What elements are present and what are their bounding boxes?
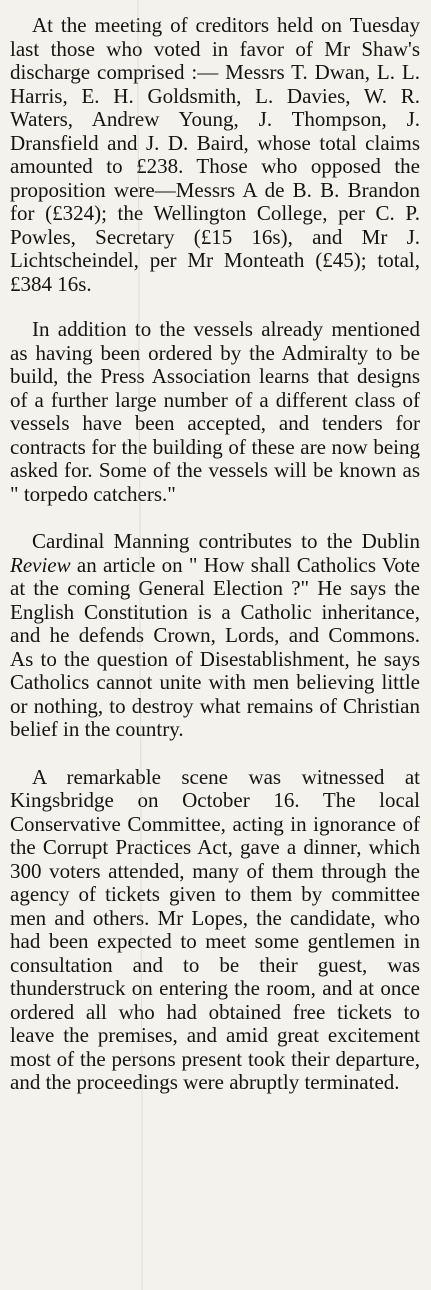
article-cardinal-manning: [10, 530, 420, 742]
article-admiralty-vessels: In addition to the vessels already mentioned as having been ordered by the Admiralty to be build, the Press Association learns that designs of a further large number of a different class of vessels have been accepted, and tenders for contracts for the building of these are now being asked for. Some of the vessels will be known as " torpedo catchers.": [10, 317, 420, 506]
article-creditors-meeting: At the meeting of creditors held on Tuesday last those who voted in favor of Mr Shaw's discharge comprised :— Messrs T. Dwan, L. L. Harris, E. H. Goldsmith, L. Davies, W. R. Waters, Andrew Young, J. Thompson, J. Dransfield and J. D. Baird, whose total claims amounted to £238. Those who opposed the proposition were—Messrs A de B. B. Brandon for (£324); the Wellington College, per C. P. Powles, Secretary (£15 16s), and Mr J. Lichtscheindel, per Mr Monteath (£45); total, £384 16s.: [10, 13, 420, 296]
article-cardinal-manning-italic: Review: [10, 552, 71, 577]
article-kingsbridge-scene: A remarkable scene was witnessed at Kingsbridge on October 16. The local Conservative Committee, acting in ignorance of the Corrupt Practices Act, gave a dinner, which 300 voters attended, many of them through the agency of tickets given to them by committee men and others. Mr Lopes, the candidate, who had been expected to meet some gentlemen in consultation and to be their guest, was thunderstruck on entering the room, and at once ordered all who had obtained free tickets to leave the premises, and amid great excitement most of the persons present took their departure, and the proceedings were abruptly terminated.: [10, 764, 420, 1094]
article-cardinal-manning-text-2: an article on " How shall Catholics Vote at the coming General Election ?" He says the English Constitution is a Catholic inheritance, and he defends Crown, Lords, and Commons. As to the question of Disestablishment, he says Catholics cannot unite with men believing little or nothing, to destroy what remains of Christian belief in the country.: [10, 552, 420, 741]
article-cardinal-manning-text-1: Cardinal Manning contributes to the Dublin: [32, 529, 420, 553]
